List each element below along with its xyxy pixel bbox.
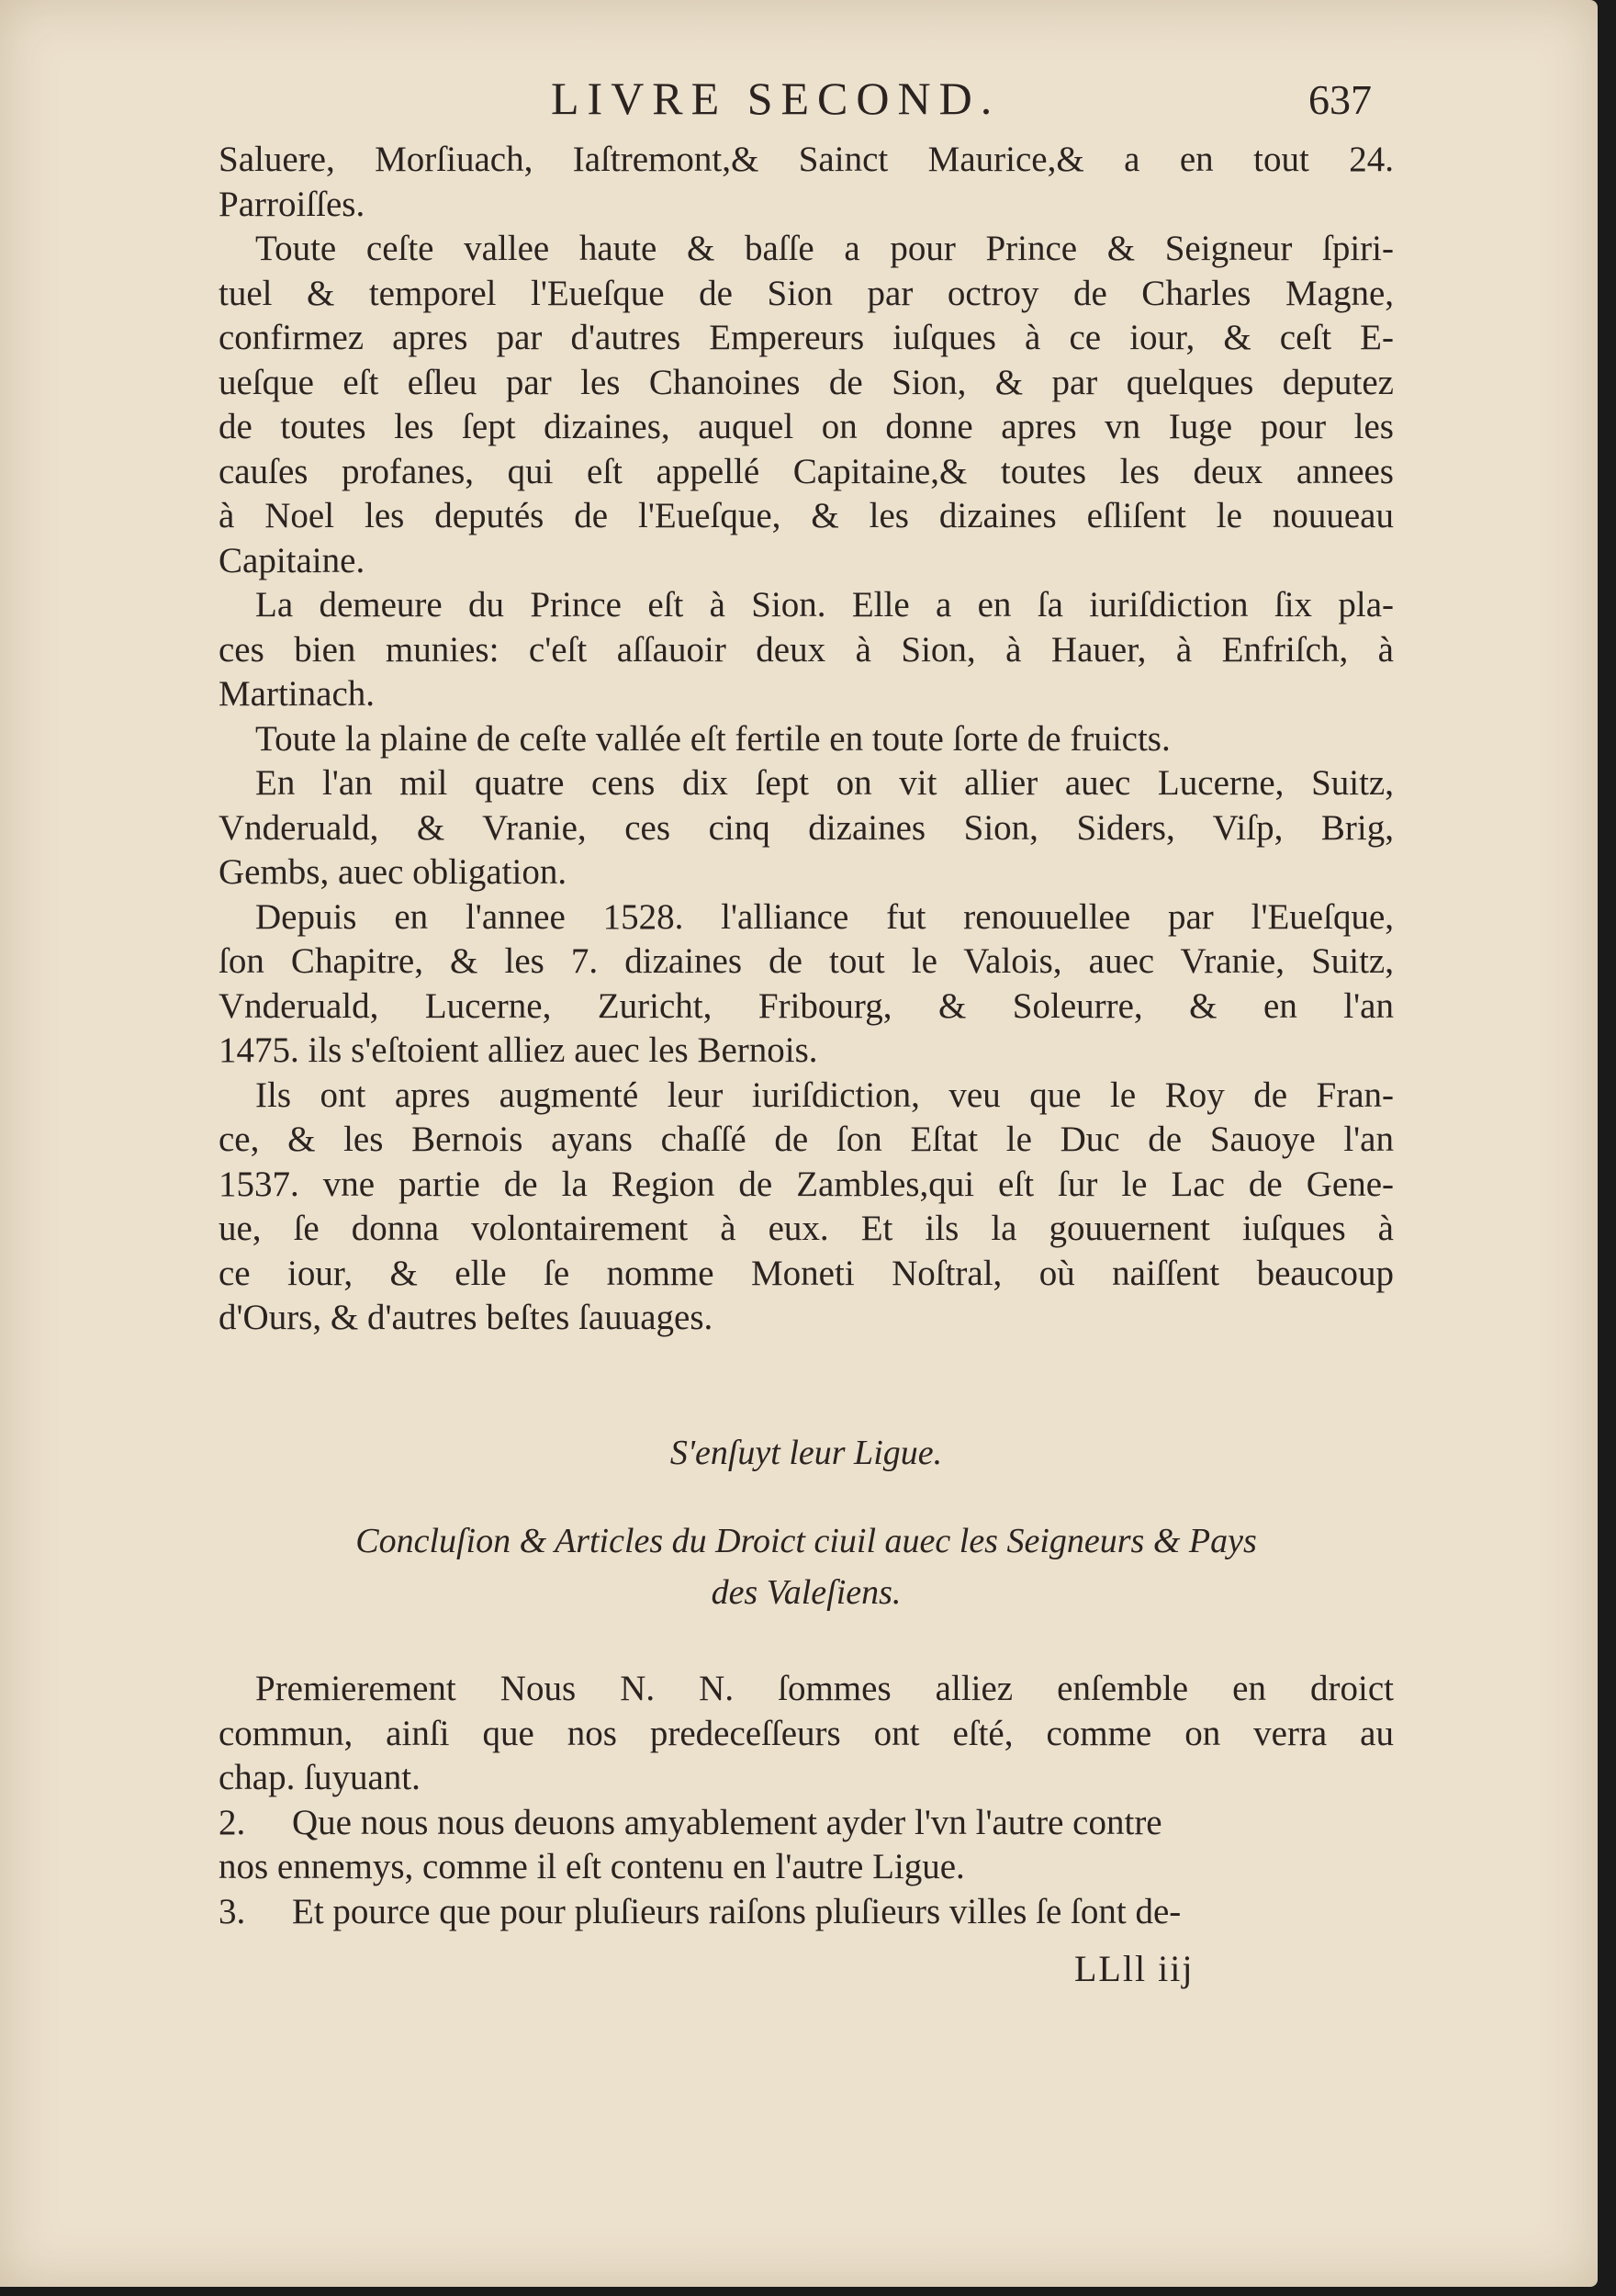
paragraph — [219, 761, 1394, 895]
text-line: La demeure du Prince eſt à Sion. Elle a en ſa iuriſdiction ſix pla- — [255, 585, 1394, 625]
main-text — [219, 138, 1394, 1341]
paragraph — [219, 227, 1394, 583]
page-number: 637 — [1308, 76, 1372, 123]
text-line: Depuis en l'annee 1528. l'alliance fut renouuellee par l'Eueſque, — [255, 896, 1394, 937]
text-line: Gembs, auec obligation. — [219, 852, 567, 892]
text-line: Parroiſſes. — [219, 184, 365, 224]
text-line: tuel & temporel l'Eueſque de Sion par octroy de Charles Magne, — [219, 273, 1394, 313]
articles-heading-line-1: Concluſion & Articles du Droict ciuil auec les Seigneurs & Pays — [355, 1522, 1257, 1560]
articles-list — [219, 1667, 1394, 1934]
text-line: ſon Chapitre, & les 7. dizaines de tout le Valois, auec Vranie, Suitz, — [219, 941, 1394, 981]
text-line: cauſes profanes, qui eſt appellé Capitaine,& toutes les deux annees — [219, 451, 1394, 491]
text-line: chap. ſuyuant. — [219, 1758, 421, 1797]
paragraph — [219, 138, 1394, 227]
article-item — [219, 1801, 1394, 1890]
printer-signature-mark: LLll iij — [1074, 1948, 1195, 1989]
text-line: à Noel les deputés de l'Eueſque, & les dizaines eſliſent le nouueau — [219, 496, 1394, 535]
text-line — [219, 1801, 1394, 1846]
paragraph — [219, 1074, 1394, 1341]
paragraph — [219, 583, 1394, 717]
text-line: ue, ſe donna volontairement à eux. Et ils la gouuernent iuſques à — [219, 1209, 1394, 1248]
text-line: Toute ceſte vallee haute & baſſe a pour Prince & Seigneur ſpiri- — [255, 229, 1394, 268]
running-title: LIVRE SECOND. — [551, 73, 1001, 124]
text-line: 1475. ils s'eſtoient alliez auec les Bernois. — [219, 1030, 818, 1070]
text-line — [219, 1890, 1394, 1935]
article-item — [219, 1890, 1394, 1935]
paragraph — [219, 895, 1394, 1074]
text-line: 1537. vne partie de la Region de Zambles,qui eſt ſur le Lac de Gene- — [219, 1164, 1394, 1204]
paragraph — [219, 717, 1394, 762]
text-line: Saluere, Morſiuach, Iaſtremont,& Sainct Maurice,& a en tout 24. — [219, 140, 1394, 179]
text-line: nos ennemys, comme il eſt contenu en l'autre Ligue. — [219, 1847, 965, 1886]
text-line: ueſque eſt eſleu par les Chanoines de Sion, & par quelques deputez — [219, 362, 1394, 402]
text-line: ce iour, & elle ſe nomme Moneti Noſtral, où naiſſent beaucoup — [219, 1253, 1394, 1293]
text-line: Ils ont apres augmenté leur iuriſdiction, veu que le Roy de Fran- — [255, 1075, 1394, 1115]
running-header — [0, 72, 1598, 136]
text-line: En l'an mil quatre cens dix ſept on vit allier auec Lucerne, Suitz, — [255, 763, 1394, 803]
articles-heading-line-2: des Valeſiens. — [711, 1573, 902, 1612]
text-line: commun, ainſi que nos predeceſſeurs ont eſté, comme on verra au — [219, 1713, 1394, 1753]
text-line: de toutes les ſept dizaines, auquel on donne apres vn Iuge pour les — [219, 407, 1394, 446]
text-line — [219, 1667, 1394, 1712]
text-line: Capitaine. — [219, 540, 365, 580]
article-number: 3. — [219, 1891, 246, 1931]
articles-heading — [219, 1515, 1394, 1618]
text-line: Vnderuald, Lucerne, Zuricht, Fribourg, & Soleurre, & en l'an — [219, 985, 1394, 1026]
text-line: Martinach. — [219, 674, 376, 714]
text-line: d'Ours, & d'autres beſtes ſauuages. — [219, 1298, 713, 1337]
article-number: 2. — [219, 1802, 246, 1842]
article-item — [219, 1667, 1394, 1801]
section-heading: S'enſuyt leur Ligue. — [669, 1434, 943, 1472]
article-text: Et pource que pour pluſieurs raiſons pluſieurs villes ſe ſont de- — [292, 1891, 1182, 1931]
article-text: Premierement Nous N. N. ſommes alliez enſemble en droict — [255, 1669, 1394, 1708]
text-line: confirmez apres par d'autres Empereurs iuſques à ce iour, & ceſt E- — [219, 318, 1394, 357]
text-line: ces bien munies: c'eſt aſſauoir deux à Sion, à Hauer, à Enfriſch, à — [219, 629, 1394, 670]
text-line: ce, & les Bernois ayans chaſſé de ſon Eſtat le Duc de Sauoye l'an — [219, 1120, 1394, 1159]
article-text: Que nous nous deuons amyablement ayder l'vn l'autre contre — [292, 1802, 1162, 1842]
text-line: Vnderuald, & Vranie, ces cinq dizaines Sion, Siders, Viſp, Brig, — [219, 807, 1394, 848]
text-line: Toute la plaine de ceſte vallée eſt fertile en toute ſorte de fruicts. — [255, 718, 1171, 759]
